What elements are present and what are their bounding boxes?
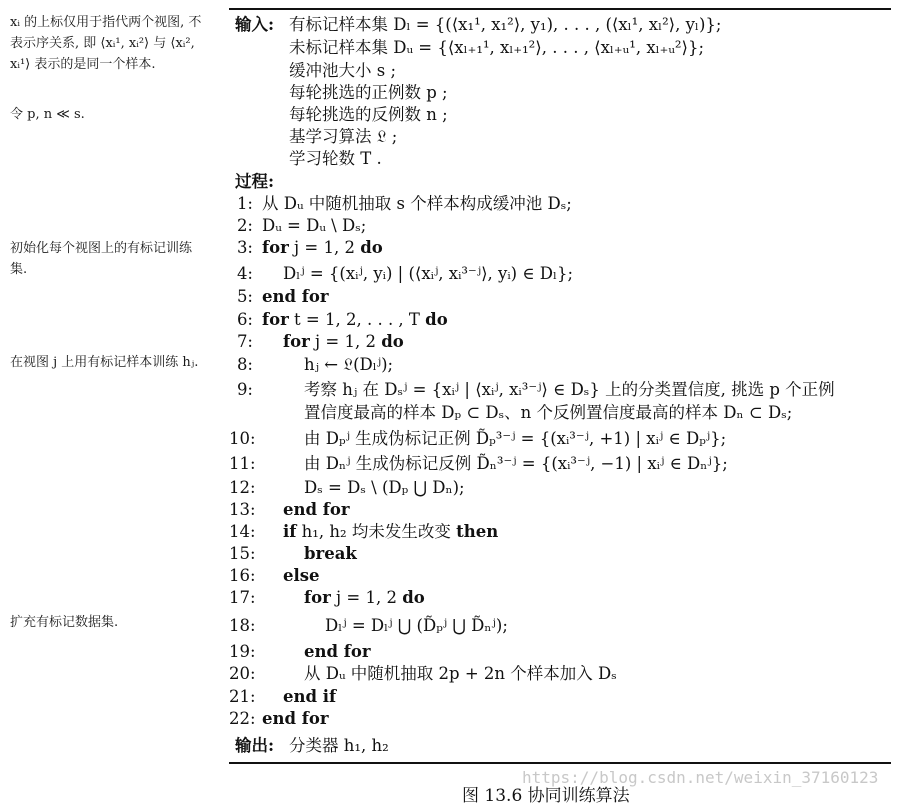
- step-number: 3:: [236, 238, 253, 257]
- step-text: break: [304, 544, 357, 563]
- step-text: 考察 hⱼ 在 Dₛʲ = {xᵢʲ | ⟨xᵢʲ, xᵢ³⁻ʲ⟩ ∈ Dₛ} 上的分类置信度, 挑选 p 个正例: [304, 380, 835, 399]
- step-text: end for: [304, 642, 371, 661]
- algorithm-step: [229, 428, 894, 450]
- step-number: 11:: [229, 454, 256, 473]
- algorithm-step: [229, 354, 894, 376]
- algorithm-step: [229, 565, 894, 587]
- figure-caption: 图 13.6 协同训练算法: [462, 786, 630, 806]
- input-text: 每轮挑选的正例数 p ;: [289, 83, 448, 102]
- step-text: Dₛ = Dₛ \ (Dₚ ⋃ Dₙ);: [304, 478, 465, 497]
- step-text: for j = 1, 2 do: [283, 332, 404, 351]
- algorithm-step: [229, 331, 894, 353]
- algorithm-step: [229, 379, 894, 401]
- step-number: 8:: [236, 355, 253, 374]
- step-text: hⱼ ← 𝔏(Dₗʲ);: [304, 355, 394, 374]
- step-number: 15:: [229, 544, 256, 563]
- input-line-1: [229, 37, 894, 59]
- step-number: 13:: [229, 500, 256, 519]
- step-number: 16:: [229, 566, 256, 585]
- step-number: 5:: [236, 287, 253, 306]
- algorithm-step: [229, 215, 894, 237]
- input-text: 学习轮数 T .: [289, 149, 382, 168]
- step-text: for j = 1, 2 do: [304, 588, 425, 607]
- note-superscript: xᵢ 的上标仅用于指代两个视图, 不表示序关系, 即 ⟨xᵢ¹, xᵢ²⟩ 与 ⟨xᵢ², xᵢ¹⟩ 表示的是同一个样本.: [10, 15, 202, 72]
- watermark: https://blog.csdn.net/weixin_37160123: [522, 768, 879, 787]
- note-pn: 令 p, n ≪ s.: [10, 107, 85, 122]
- algorithm-step: [229, 499, 894, 521]
- input-text: 缓冲池大小 s ;: [289, 61, 397, 80]
- note-expand: 扩充有标记数据集.: [10, 615, 119, 630]
- step-number: 2:: [236, 216, 253, 235]
- step-text: Dₗʲ = {(xᵢʲ, yᵢ) | (⟨xᵢʲ, xᵢ³⁻ʲ⟩, yᵢ) ∈ Dₗ};: [283, 264, 574, 283]
- input-line-4: [229, 104, 894, 126]
- step-number: 10:: [229, 429, 256, 448]
- algorithm-step: [229, 402, 894, 424]
- step-text: 由 Dₙʲ 生成伪标记反例 D̃ₙ³⁻ʲ = {(xᵢ³⁻ʲ, −1) | xᵢʲ ∈ Dₙʲ};: [304, 454, 728, 473]
- step-text: end if: [283, 687, 337, 706]
- step-number: 9:: [236, 380, 253, 399]
- input-line-5: [229, 126, 894, 148]
- step-text: end for: [262, 709, 329, 728]
- algorithm-step: [229, 543, 894, 565]
- step-text: end for: [283, 500, 350, 519]
- step-number: 22:: [229, 709, 256, 728]
- step-number: 21:: [229, 687, 256, 706]
- step-number: 17:: [229, 588, 256, 607]
- margin-notes: [0, 0, 215, 802]
- algorithm-step: [229, 309, 894, 331]
- algorithm-step: [229, 286, 894, 308]
- algorithm-step: [229, 453, 894, 475]
- output-line: [229, 735, 894, 757]
- step-number: 12:: [229, 478, 256, 497]
- step-text: if h₁, h₂ 均未发生改变 then: [283, 522, 499, 541]
- step-text: 从 Dᵤ 中随机抽取 2p + 2n 个样本加入 Dₛ: [304, 664, 617, 683]
- output-text: 分类器 h₁, h₂: [289, 736, 389, 755]
- step-number: 6:: [236, 310, 253, 329]
- algorithm-step: [229, 686, 894, 708]
- step-text: 由 Dₚʲ 生成伪标记正例 D̃ₚ³⁻ʲ = {(xᵢ³⁻ʲ, +1) | xᵢʲ ∈ Dₚʲ};: [304, 429, 727, 448]
- note-init: 初始化每个视图上的有标记训练集.: [10, 241, 193, 277]
- step-text: for j = 1, 2 do: [262, 238, 383, 257]
- input-label: 输入:: [235, 15, 275, 34]
- step-text: Dₗʲ = Dₗʲ ⋃ (D̃ₚʲ ⋃ D̃ₙʲ);: [325, 616, 508, 635]
- step-number: 14:: [229, 522, 256, 541]
- input-text: 未标记样本集 Dᵤ = {⟨xₗ₊₁¹, xₗ₊₁²⟩, . . . , ⟨xₗ₊ᵤ¹, xₗ₊ᵤ²⟩};: [289, 38, 705, 57]
- input-text: 基学习算法 𝔏 ;: [289, 127, 398, 146]
- input-line-2: [229, 60, 894, 82]
- step-number: 18:: [229, 616, 256, 635]
- algorithm-step: [229, 708, 894, 730]
- step-number: 19:: [229, 642, 256, 661]
- algorithm-step: [229, 237, 894, 259]
- algorithm-step: [229, 615, 894, 637]
- step-number: 1:: [236, 194, 253, 213]
- step-text: 置信度最高的样本 Dₚ ⊂ Dₛ、n 个反例置信度最高的样本 Dₙ ⊂ Dₛ;: [304, 403, 793, 422]
- output-label: 输出:: [235, 736, 275, 755]
- step-number: 4:: [236, 264, 253, 283]
- step-text: for t = 1, 2, . . . , T do: [262, 310, 448, 329]
- input-text: 有标记样本集 Dₗ = {(⟨x₁¹, x₁²⟩, y₁), . . . , (⟨xₗ¹, xₗ²⟩, yₗ)};: [289, 15, 722, 34]
- algorithm-step: [229, 587, 894, 609]
- algorithm-step: [229, 193, 894, 215]
- input-text: 每轮挑选的反例数 n ;: [289, 105, 448, 124]
- algorithm-step: [229, 521, 894, 543]
- note-train: 在视图 j 上用有标记样本训练 hⱼ.: [10, 355, 199, 370]
- input-line-6: [229, 148, 894, 170]
- process-label: 过程:: [235, 172, 275, 191]
- input-line-3: [229, 82, 894, 104]
- step-text: 从 Dᵤ 中随机抽取 s 个样本构成缓冲池 Dₛ;: [262, 194, 572, 213]
- algorithm-step: [229, 263, 894, 285]
- step-text: end for: [262, 287, 329, 306]
- input-line-0: [229, 14, 894, 36]
- step-number: 7:: [236, 332, 253, 351]
- step-text: Dᵤ = Dᵤ \ Dₛ;: [262, 216, 367, 235]
- algorithm-step: [229, 477, 894, 499]
- algorithm-step: [229, 641, 894, 663]
- algorithm-step: [229, 663, 894, 685]
- process-line: [229, 171, 894, 193]
- step-number: 20:: [229, 664, 256, 683]
- step-text: else: [283, 566, 320, 585]
- algorithm-box: [229, 0, 894, 802]
